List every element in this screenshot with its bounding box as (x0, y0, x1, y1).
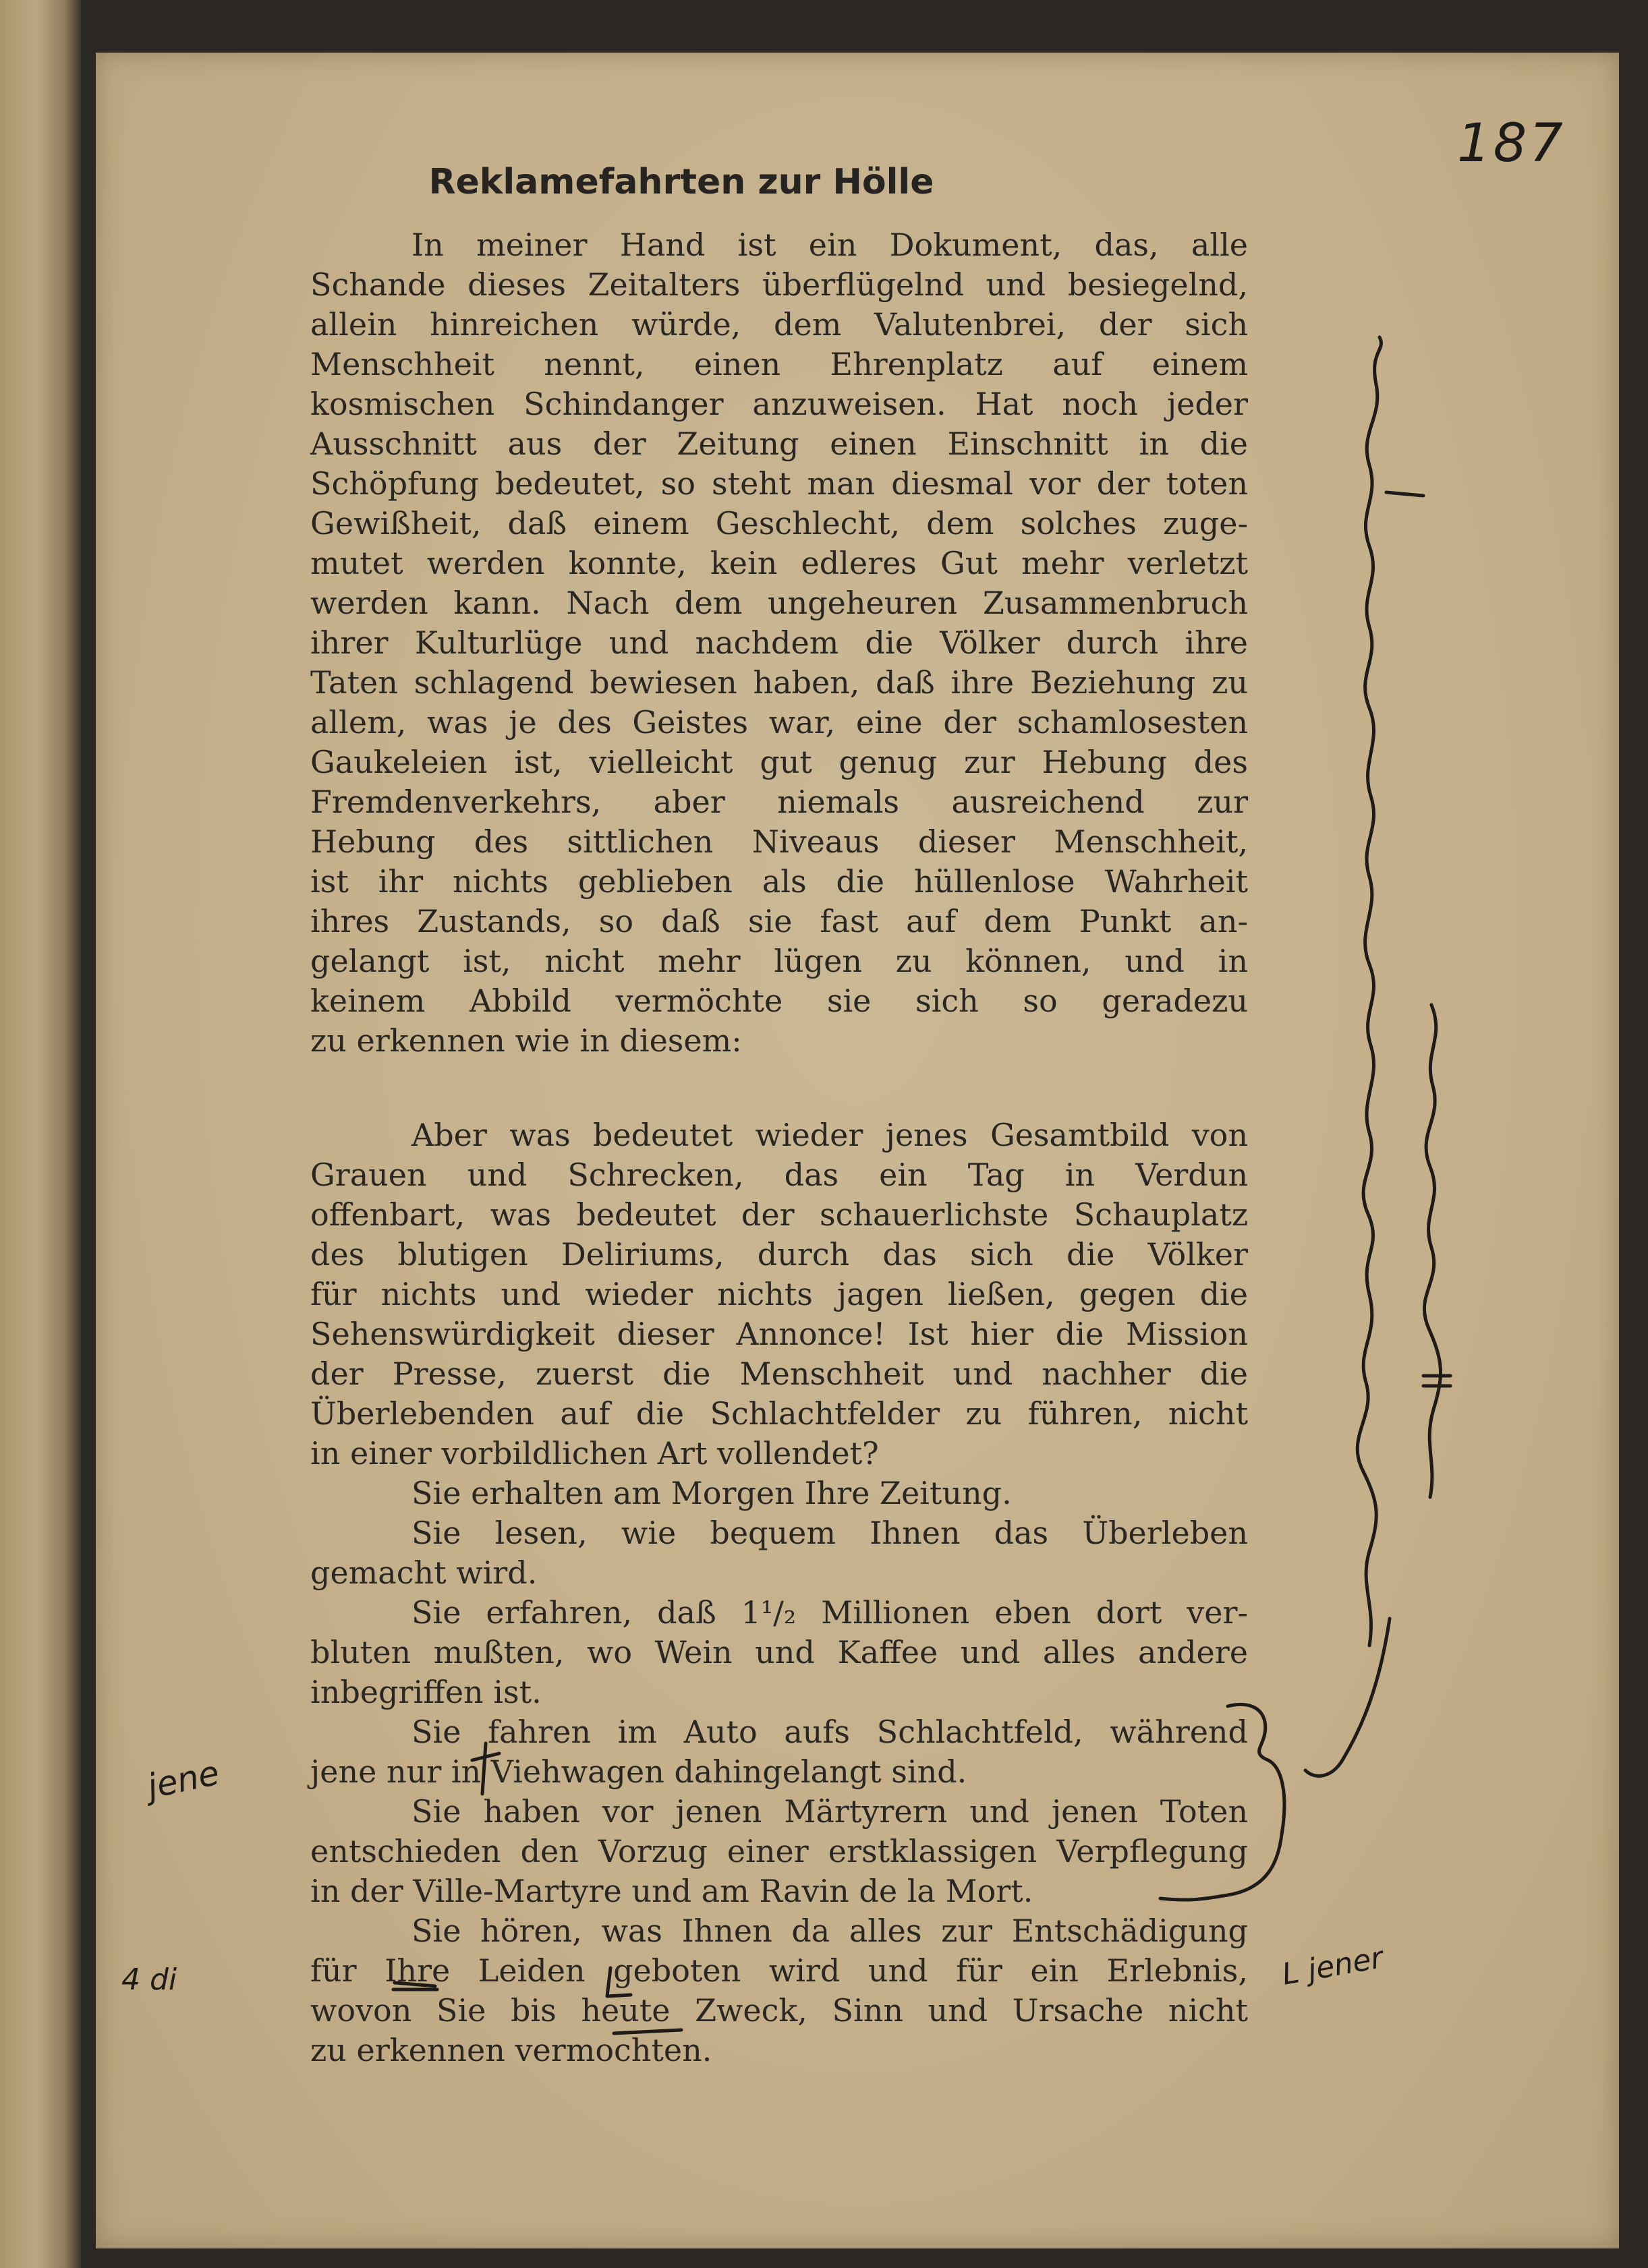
text-line: zu erkennen vermochten. (310, 2032, 712, 2068)
text-line: entschieden den Vorzug einer erstklassigen Verpflegung (310, 1833, 1248, 1869)
text-line: Grauen und Schrecken, das ein Tag in Verdun (310, 1157, 1248, 1193)
text-line: Hebung des sittlichen Niveaus dieser Menschheit, (310, 823, 1248, 860)
text-line: Sie hören, was Ihnen da alles zur Entschädigung (411, 1913, 1248, 1949)
text-line: des blutigen Deliriums, durch das sich die Völker (310, 1236, 1248, 1273)
text-line: Sie erhalten am Morgen Ihre Zeitung. (411, 1475, 1012, 1511)
text-line: ist ihr nichts geblieben als die hüllenlose Wahrheit (310, 863, 1248, 900)
text-line: Taten schlagend bewiesen haben, daß ihre Beziehung zu (310, 664, 1248, 701)
underline-zweck (614, 2030, 681, 2033)
page-number: 187 (1457, 113, 1566, 174)
handwritten-note-left: jene (144, 1753, 223, 1807)
text-line: zu erkennen wie in diesem: (310, 1022, 742, 1059)
text-line: allein hinreichen würde, dem Valutenbrei, der sich (310, 306, 1248, 343)
handwritten-note-left-2: 4 di (121, 1962, 177, 1997)
text-line: in der Ville-Martyre und am Ravin de la Mort. (310, 1873, 1033, 1909)
text-line: Gewißheit, daß einem Geschlecht, dem solches zuge- (310, 505, 1248, 542)
text-line: wovon Sie bis heute Zweck, Sinn und Ursache nicht (310, 1992, 1248, 2029)
text-line: ihrer Kulturlüge und nachdem die Völker durch ihre (310, 624, 1248, 661)
text-line: gemacht wird. (310, 1554, 538, 1591)
text-line: der Presse, zuerst die Menschheit und nachher die (310, 1356, 1248, 1392)
text-line: Sie haben vor jenen Märtyrern und jenen Toten (411, 1793, 1248, 1830)
text-line: offenbart, was bedeutet der schauerlichste Schauplatz (310, 1196, 1248, 1233)
caret-mark (607, 1968, 631, 1996)
text-line: für Ihre Leiden geboten wird und für ein Erlebnis, (310, 1952, 1248, 1989)
text-line: Schöpfung bedeutet, so steht man diesmal vor der toten (310, 465, 1248, 502)
vertical-scribble-2 (1424, 1005, 1440, 1497)
underline-mark (1386, 492, 1423, 496)
bracket-mark (1160, 1704, 1284, 1900)
text-line: kosmischen Schindanger anzuweisen. Hat noch jeder (310, 386, 1248, 422)
text-line: für nichts und wieder nichts jagen ließen, gegen die (310, 1276, 1248, 1312)
text-line: Menschheit nennt, einen Ehrenplatz auf einem (310, 346, 1248, 382)
text-line: gelangt ist, nicht mehr lügen zu können, und in (310, 943, 1248, 979)
text-line: keinem Abbild vermöchte sie sich so geradezu (310, 983, 1248, 1019)
text-line: inbegriffen ist. (310, 1674, 542, 1710)
text-line: jene nur in Viehwagen dahingelangt sind. (310, 1753, 967, 1790)
text-line: ihres Zustands, so daß sie fast auf dem Punkt an- (310, 903, 1248, 939)
text-line: Aber was bedeutet wieder jenes Gesamtbild von (411, 1117, 1248, 1153)
text-line: in einer vorbildlichen Art vollendet? (310, 1435, 879, 1472)
text-line: Sehenswürdigkeit dieser Annonce! Ist hier die Mission (310, 1316, 1248, 1352)
text-line: Fremdenverkehrs, aber niemals ausreichend zur (310, 784, 1248, 820)
text-line: Überlebenden auf die Schlachtfelder zu führen, nicht (310, 1395, 1248, 1432)
article-title: Reklamefahrten zur Hölle (428, 162, 934, 202)
double-underline (1423, 1376, 1450, 1386)
text-line: mutet werden konnte, kein edleres Gut mehr verletzt (310, 545, 1248, 581)
insertion-mark (472, 1743, 499, 1794)
hook-stroke (1305, 1619, 1390, 1776)
strikethrough-mark (393, 1983, 437, 1989)
handwritten-note-right: L jener (1279, 1940, 1386, 1992)
text-line: Sie fahren im Auto aufs Schlachtfeld, während (411, 1714, 1248, 1750)
text-line: allem, was je des Geistes war, eine der schamlosesten (310, 704, 1248, 740)
text-line: werden kann. Nach dem ungeheuren Zusammenbruch (310, 585, 1248, 621)
text-line: Gaukeleien ist, vielleicht gut genug zur Hebung des (310, 744, 1248, 780)
text-line: Ausschnitt aus der Zeitung einen Einschnitt in die (310, 426, 1248, 462)
text-line: Schande dieses Zeitalters überflügelnd und besiegelnd, (310, 266, 1248, 303)
text-line: In meiner Hand ist ein Dokument, das, alle (411, 227, 1248, 263)
text-line: Sie lesen, wie bequem Ihnen das Überleben (411, 1515, 1248, 1551)
text-line: bluten mußten, wo Wein und Kaffee und alles andere (310, 1634, 1248, 1670)
vertical-scribble-1 (1357, 337, 1381, 1646)
text-line: Sie erfahren, daß 1¹/₂ Millionen eben dort ver- (411, 1594, 1248, 1631)
